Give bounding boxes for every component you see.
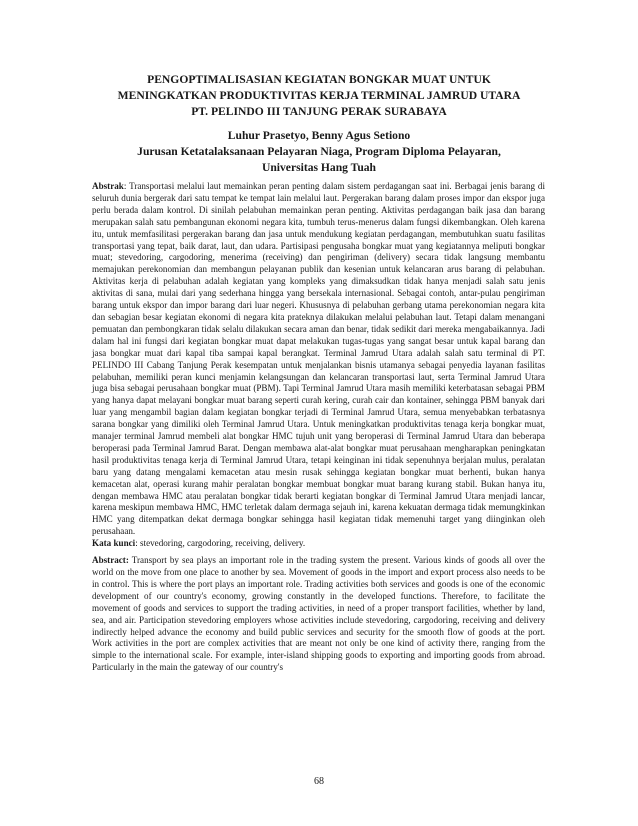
abstrak-label: Abstrak	[92, 181, 124, 191]
author-block	[40, 128, 598, 176]
abstract-en-text: Transport by sea plays an important role in the trading system the present. Various kinds of goods all over the world on the move from one place to another by sea. Movement of goods in the import and export process also needs to be in control. This is where the port plays an important role. Trading activities both services and goods is one of the economic development of our country's economy, growing constantly in the developed functions. Therefore, to facilitate the movement of goods and services to support the trading activities, in need of a proper transport facilities, whether by land, sea, and air. Participation stevedoring employers whose activities include stevedoring, cargodoring, receiving and delivery indirectly helped advance the economy and build public services and security for the smooth flow of goods at the port. Work activities in the port are complex activities that are meant not only be one kind of activity there, ranging from the simple to the international scale. For example, inter-island shipping goods to exporting and importing goods from abroad. Particularly in the main the gateway of our country's	[92, 555, 545, 673]
kata-kunci-text: : stevedoring, cargodoring, receiving, delivery.	[135, 538, 306, 549]
kata-kunci-label: Kata kunci	[92, 538, 136, 549]
abstract-section	[92, 181, 545, 674]
affiliation-line-2: Universitas Hang Tuah	[261, 161, 377, 174]
title-line-2: MENINGKATKAN PRODUKTIVITAS KERJA TERMINAL JAMRUD UTARA	[117, 89, 521, 102]
kata-kunci-paragraph	[92, 538, 545, 550]
abstract-en-label: Abstract:	[92, 555, 129, 566]
abstract-en-paragraph	[92, 555, 545, 674]
abstrak-text: : Transportasi melalui laut memainkan peran penting dalam sistem perdagangan saat ini. Berbagai jenis barang di seluruh dunia bergerak dari satu tempat ke tempat lain melalui laut. Pergerakan barang dalam proses impor dan ekspor juga perlu berada dalam kontrol. Di sinilah pelabuhan memainkan peran penting. Aktivitas perdagangan baik jasa dan barang merupakan salah satu pembangunan ekonomi negara kita, tumbuh terus-menerus dalam fungsi dikembangkan. Oleh karena itu, untuk memfasilitasi pergerakan barang dan jasa untuk mendukung kegiatan perdagangan, membutuhkan suatu fasilitas transportasi yang tepat, baik darat, laut, dan udara. Partisipasi pengusaha bongkar muat yang kegiatannya meliputi bongkar muat; stevedoring, cargodoring, menerima (receiving) dan pengiriman (delivery) secara tidak langsung membantu memajukan perekonomian dan membangun pelayanan publik dan kesenian untuk kelancaran arus barang di pelabuhan. Aktivitas kerja di pelabuhan adalah kegiatan yang kompleks yang dimaksudkan tidak hanya menjadi salah satu jenis aktivitas di sana, mulai dari yang sederhana hingga yang bersekala internasional. Sebagai contoh, antar-pulau pengiriman barang untuk ekspor dan impor barang dari luar negeri. Khususnya di pelabuhan gerbang utama perekonomian negara kita dan sebagian besar kegiatan ekonomi di negara kita prateknya dilakukan melalui pelabuhan laut. Tetapi dalam menangani pemuatan dan pembongkaran tidak selalu dilakukan secara aman dan benar, tidak sedikit dari mereka mengabaikannya. Jadi dalam hal ini fungsi dari kegiatan bongkar muat dapat melakukan tugas-tugas yang sangat besar untuk kapal barang dan jasa bongkar muat dari kapal tiba sampai kapal berangkat. Terminal Jamrud Utara adalah salah satu terminal di PT. PELINDO III Cabang Tanjung Perak kesempatan untuk menjalankan bisnis utamanya sebagai penyedia layanan fasilitas pelabuhan, memiliki peran kunci menjamin kelangsungan dan kelancaran transportasi laut, serta Terminal Jamrud Utara juga bisa sebagai perusahaan bongkar muat (PBM). Tapi Terminal Jamrud Utara masih memiliki keterbatasan sebagai PBM yang hanya dapat melayani bongkar muat barang seperti curah kering, curah cair dan kontainer, sehingga PBM banyak dari luar yang mengambil bagian dalam kegiatan bongkar terjadi di Terminal Jamrud Utara, semua menyebabkan terbatasnya sarana bongkar yang dimiliki oleh Terminal Jamrud Utara. Untuk meningkatkan produktivitas tenaga kerja bongkar muat, manajer terminal Jamrud membeli alat bongkar HMC tujuh unit yang beroperasi di Terminal Jamrud Utara dan beberapa beroperasi pada Terminal Jamrud Barat. Dengan membawa alat-alat bongkar muat perusahaan mengharapkan peningkatan hasil produktivitas tenaga kerja di Terminal Jamrud Utara, tetapi keinginan ini tidak sepenuhnya berjalan mulus, peralatan baru yang datang mengalami kemacetan atau mesin rusak sehingga kegiatan bongkar muat berhenti, bukan hanya kemacetan alat, operasi kurang mahir peralatan bongkar membuat bongkar muat barang kurang stabil. Bukan hanya itu, dengan membawa HMC atau peralatan bongkar tidak berarti kegiatan bongkar di Terminal Jamrud Utara menjadi lancar, karena meskipun membawa HMC, HMC terletak dalam dermaga sejauh ini, karena kekuatan dermaga tidak memungkinkan HMC yang ditempatkan dekat dermaga bongkar sehingga hasil kegiatan tidak memenuhi target yang diinginkan oleh perusahaan.	[92, 181, 545, 537]
author-names: Luhur Prasetyo, Benny Agus Setiono	[227, 129, 411, 142]
paper-title	[40, 72, 598, 120]
abstrak-paragraph	[92, 181, 545, 538]
title-line-1: PENGOPTIMALISASIAN KEGIATAN BONGKAR MUAT UNTUK	[147, 73, 491, 86]
page-number: 68	[314, 776, 324, 787]
title-line-3: PT. PELINDO III TANJUNG PERAK SURABAYA	[191, 105, 447, 118]
affiliation-line-1: Jurusan Ketatalaksanaan Pelayaran Niaga, Program Diploma Pelayaran,	[137, 145, 501, 158]
